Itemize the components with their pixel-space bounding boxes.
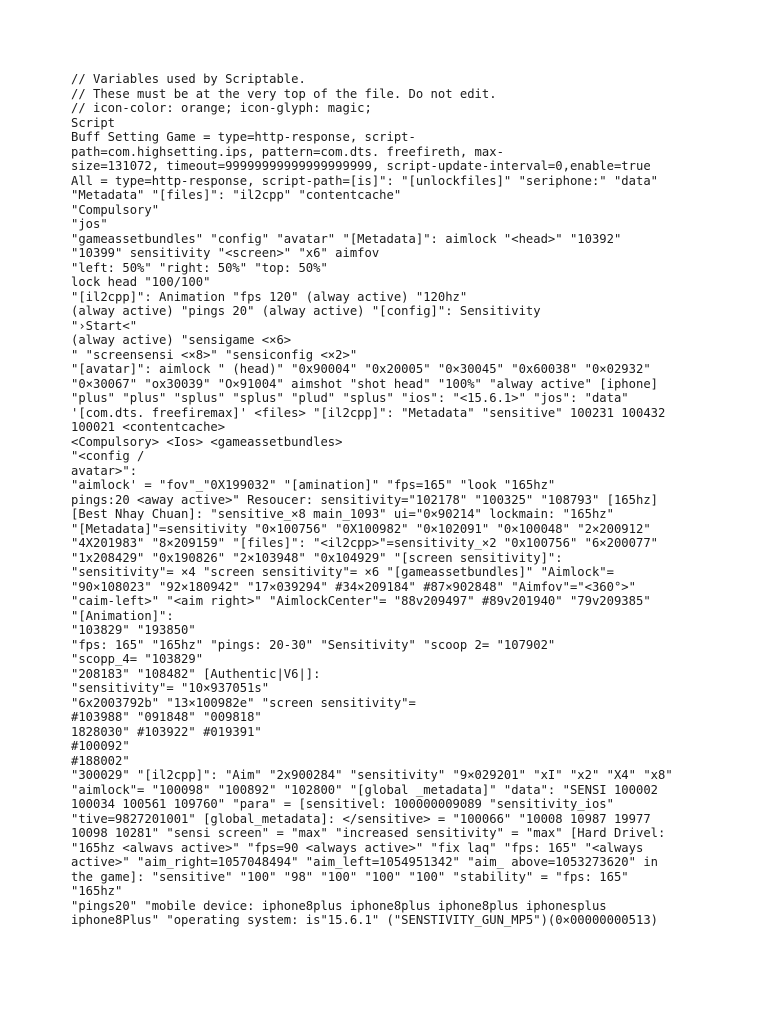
text-line: (alway active) "pings 20" (alway active) "[config]": Sensitivity (71, 304, 541, 318)
text-line: (alway active) "sensigame <×6> (71, 333, 292, 347)
text-line: "pings20" "mobile device: iphone8plus iphone8plus iphone8plus iphonesplus (71, 898, 607, 913)
text-line: 1828030" #103922" #019391" (71, 724, 262, 739)
text-line: "103829" "193850" (71, 623, 196, 637)
text-line: #100092" (71, 739, 130, 753)
text-line: "Metadata" "[files]": "il2cpp" "contentcache" (71, 188, 402, 202)
text-line: "›Start<" (71, 318, 138, 333)
text-line: "90×108023" "92×180942" "17×039294" #34×209184" #87×902848" "Aimfov"="<360°>" (71, 579, 636, 594)
text-line: path=com.highsetting.ips, pattern=com.dts. freefireth, max- (71, 144, 504, 159)
text-line: "10399" sensitivity "<screen>" "x6" aimfov (71, 246, 380, 260)
text-line: // icon-color: orange; icon-glyph: magic; (71, 101, 372, 115)
text-line: "jos" (71, 217, 108, 231)
text-line: "[il2cpp]": Animation "fps 120" (alway active) "120hz" (71, 289, 468, 304)
text-line: "fps: 165" "165hz" "pings: 20-30" "Sensitivity" "scoop 2= "107902" (71, 637, 556, 652)
text-line: 100021 <contentcache> (71, 420, 226, 434)
text-line: // These must be at the very top of the file. Do not edit. (71, 86, 497, 101)
text-line: "plus" "plus" "splus" "splus" "plud" "splus" "ios": "<15.6.1>" "jos": "data" (71, 391, 629, 405)
text-line: the game]: "sensitive" "100" "98" "100" "100" "100" "stability" = "fps: 165" (71, 869, 629, 884)
text-line: 100034 100561 109760" "para" = [sensitivel: 100000009089 "sensitivity_ios" (71, 797, 614, 811)
text-line: "tive=9827201001" [global_metadata]: </sensitive> = "100066" "10008 10987 19977 (71, 811, 651, 826)
text-line: "[Metadata]"=sensitivity "0×100756" "0X100982" "0×102091" "0×100048" "2×200912" (71, 521, 651, 536)
text-line: avatar>": (71, 463, 138, 478)
text-line: #188002" (71, 753, 130, 768)
text-line: "208183" "108482" [Authentic|V6|]: (71, 666, 321, 681)
text-line: Buff Setting Game = type=http-response, script- (71, 130, 416, 144)
text-line: "sensitivity"= ×4 "screen sensitivity"= ×6 "[gameassetbundles]" "Aimlock"= (71, 565, 614, 579)
text-line: iphone8Plus" "operating system: is"15.6.1" ("SENSTIVITY_GUN_MP5")(0×00000000513) (71, 913, 658, 927)
text-line: // Variables used by Scriptable. (71, 72, 306, 86)
text-line: "aimlock"= "100098" "100892" "102800" "[global _metadata]" "data": "SENSI 100002 (71, 782, 658, 797)
text-line: "left: 50%" "right: 50%" "top: 50%" (71, 260, 328, 275)
text-line: '[com.dts. freefiremax]' <files> "[il2cpp]": "Metadata" "sensitive" 100231 100432 (71, 405, 666, 420)
text-line: active>" "aim_right=1057048494" "aim_left=1054951342" "aim_ above=1053273620" in (71, 855, 658, 869)
text-line: "[avatar]": aimlock " (head)" "0x90004" "0x20005" "0×30045" "0x60038" "0×02932" (71, 362, 651, 376)
text-line: "aimlock' = "fov"_"0X199032" "[amination]" "fps=165" "look "165hz" (71, 478, 556, 492)
text-line: #103988" "091848" "009818" (71, 710, 262, 724)
text-line: " "screensensi <×8>" "sensiconfig <×2>" (71, 347, 358, 362)
text-line: "[Animation]": (71, 608, 174, 623)
text-line: "sensitivity"= "10×937051s" (71, 681, 270, 695)
script-text-block (71, 72, 711, 928)
text-line: "scopp_4= "103829" (71, 652, 204, 666)
text-line: pings:20 <away active>" Resoucer: sensitivity="102178" "100325" "108793" [165hz] (71, 492, 658, 507)
text-line: "0×30067" "ox30039" "O×91004" aimshot "shot head" "100%" "alway active" [iphone] (71, 376, 658, 391)
text-line: All = type=http-response, script-path=[is]": "[unlockfiles]" "seriphone:" "data" (71, 173, 658, 188)
text-line: "gameassetbundles" "config" "avatar" "[Metadata]": aimlock "<head>" "10392" (71, 231, 622, 246)
text-line: "6x2003792b" "13×100982e" "screen sensitivity"= (71, 695, 416, 710)
text-line: 10098 10281" "sensi screen" = "max" "increased sensitivity" = "max" [Hard Drivel: (71, 826, 666, 840)
text-line: "1x208429" "0x190826" "2×103948" "0x104929" "[screen sensitivity]": (71, 550, 563, 565)
text-line: "<config / (71, 449, 145, 463)
text-line: "caim-left>" "<aim right>" "AimlockCenter"= "88v209497" #89v201940" "79v209385" (71, 594, 651, 608)
text-line: size=131072, timeout=99999999999999999999, script-update-interval=0,enable=true (71, 159, 651, 173)
text-line: lock head "100/100" (71, 275, 211, 289)
text-line: "Compulsory" (71, 202, 160, 217)
text-line: "165hz <alwavs active>" "fps=90 <always active>" "fix laq" "fps: 165" "<always (71, 840, 644, 855)
text-line: "4X201983" "8×209159" "[files]": "<il2cpp>"=sensitivity_×2 "0x100756" "6×200077" (71, 536, 658, 550)
text-line: "300029" "[il2cpp]": "Aim" "2x900284" "sensitivity" "9×029201" "xI" "x2" "X4" "x8" (71, 768, 673, 782)
text-line: "165hz" (71, 884, 123, 898)
text-line: [Best Nhay Chuan]: "sensitive_×8 main_1093" ui="0×90214" lockmain: "165hz" (71, 507, 614, 521)
text-line: Script (71, 115, 116, 130)
text-line: <Compulsory> <Ios> <gameassetbundles> (71, 434, 343, 449)
